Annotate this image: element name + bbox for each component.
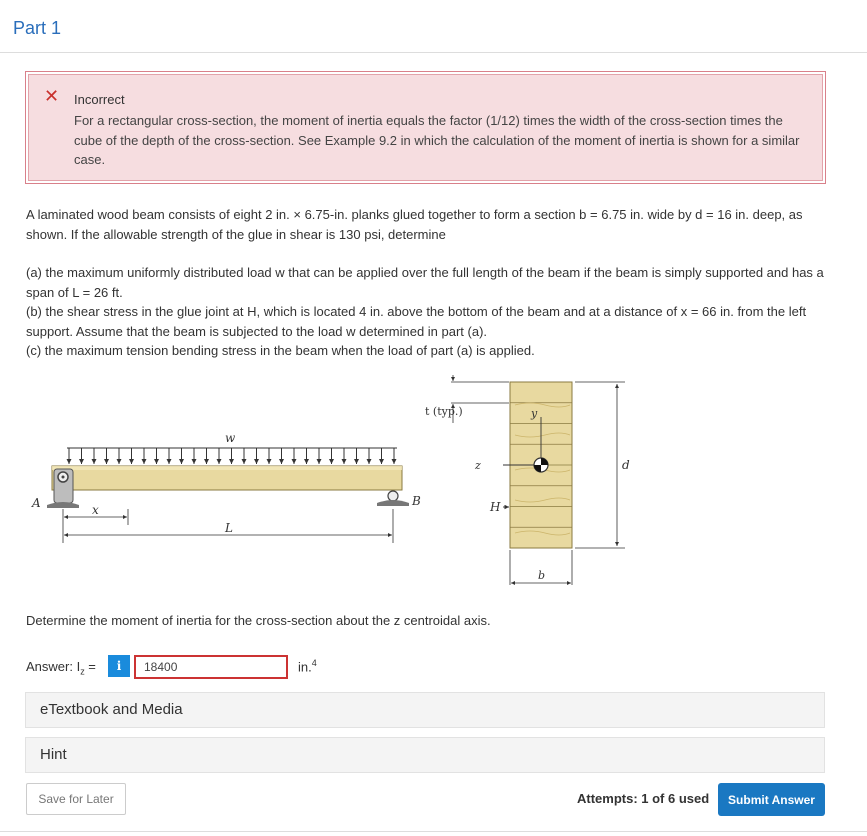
answer-label — [26, 659, 96, 677]
problem-part-b: (b) the shear stress in the glue joint at H, which is located 4 in. above the bottom of the beam and at a distance of x = 66 in. from the left support. Assume that the beam is subjected to the load w determined in part (a). — [26, 304, 807, 339]
unit-exponent: 4 — [311, 658, 317, 668]
problem-part-c: (c) the maximum tension bending stress in the beam when the load of part (a) is applied. — [26, 343, 535, 358]
label-x: x — [92, 503, 99, 517]
problem-intro: A laminated wood beam consists of eight 2 in. × 6.75-in. planks glued together to form a section b = 6.75 in. wide by d = 16 in. deep, as shown. If the allowable strength of the glue in shear is 130 psi, determine — [26, 207, 803, 242]
part-title: Part 1 — [13, 18, 62, 38]
label-y: y — [531, 407, 538, 420]
label-d: d — [622, 458, 630, 472]
answer-input[interactable] — [134, 655, 288, 679]
etextbook-panel[interactable] — [25, 692, 825, 728]
label-t-typ: t (typ.) — [425, 405, 463, 418]
label-b-support: B — [412, 494, 421, 508]
close-icon: ✕ — [44, 86, 60, 106]
etextbook-label: eTextbook and Media — [40, 701, 183, 718]
answer-label-eq: = — [84, 659, 96, 674]
feedback-box — [25, 71, 826, 184]
feedback-status: Incorrect — [74, 92, 125, 107]
divider — [0, 52, 867, 53]
label-a: A — [32, 496, 41, 510]
answer-label-sub: z — [80, 666, 85, 677]
answer-label-main: Answer: I — [26, 659, 81, 674]
hint-panel[interactable] — [25, 737, 825, 773]
feedback-message: For a rectangular cross-section, the moment of inertia equals the factor (1/12) times the width of the cross-section times the cube of the depth of the cross-section. See Example 9.2 in which the calculation of the moment of inertia is shown for a similar case. — [74, 113, 800, 167]
divider-bottom — [0, 831, 867, 832]
roller-support-b — [377, 491, 409, 506]
beam-figure — [25, 375, 635, 585]
attempts-counter: Attempts: 1 of 6 used — [577, 791, 710, 806]
question-text: Determine the moment of inertia for the cross-section about the z centroidal axis. — [26, 613, 491, 628]
save-for-later-button[interactable]: Save for Later — [26, 783, 126, 815]
label-w: w — [225, 431, 236, 445]
hint-label: Hint — [40, 746, 67, 763]
submit-answer-button[interactable]: Submit Answer — [718, 783, 825, 816]
label-l: L — [225, 521, 233, 535]
label-z: z — [475, 459, 481, 472]
feedback-panel — [28, 74, 823, 181]
answer-unit — [298, 658, 317, 674]
distributed-load — [67, 448, 397, 464]
problem-part-a: (a) the maximum uniformly distributed load w that can be applied over the full length of the beam if the beam is simply supported and has a span of L = 26 ft. — [26, 265, 824, 300]
label-h: H — [490, 500, 501, 514]
info-icon[interactable]: i — [108, 655, 130, 677]
label-b: b — [538, 569, 546, 582]
unit-text: in. — [298, 659, 312, 675]
centroid-icon — [534, 458, 548, 472]
